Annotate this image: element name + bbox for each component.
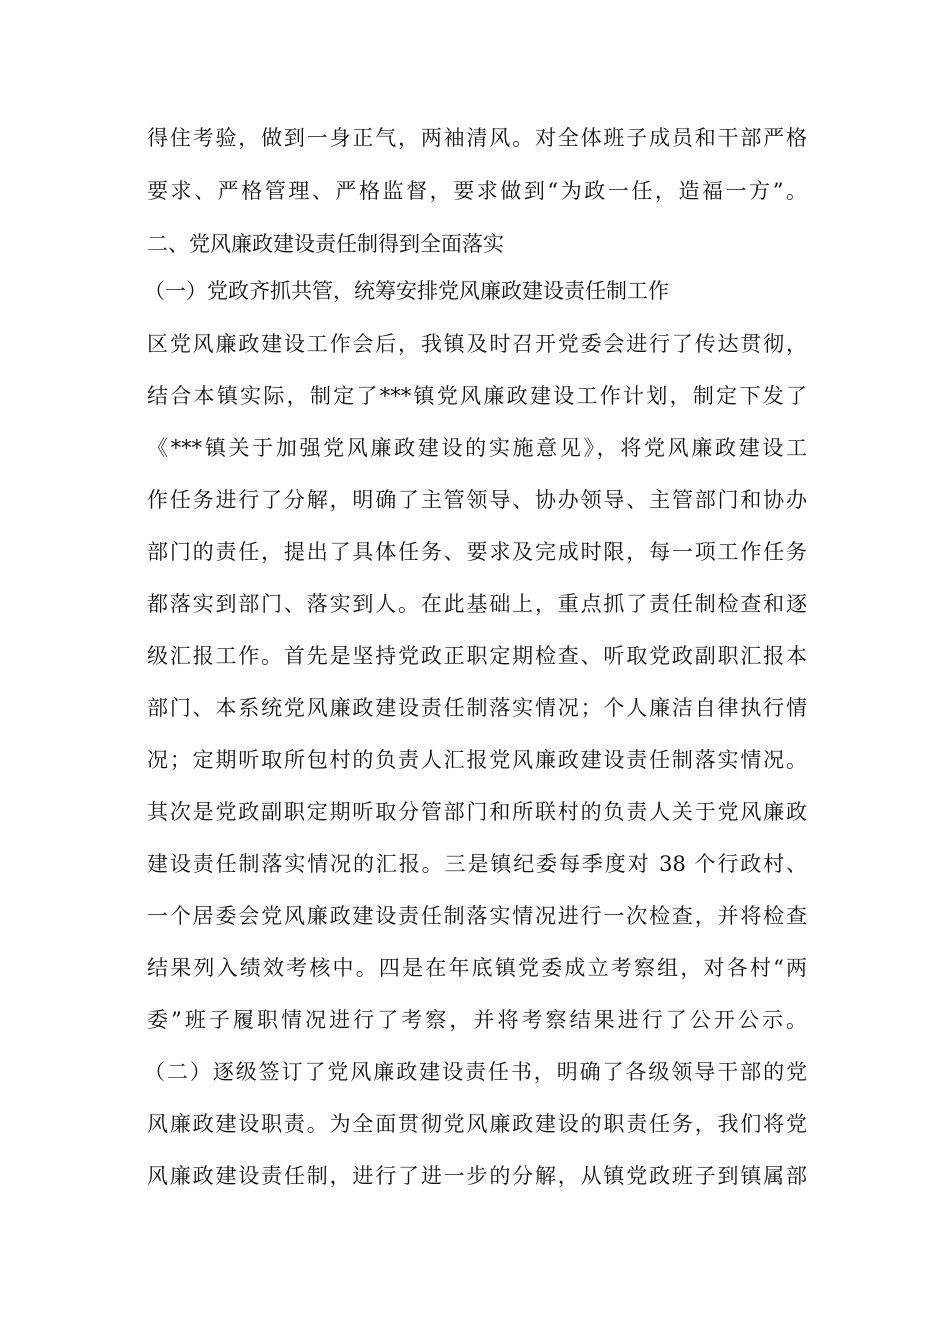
text-line-17: 结果列入绩效考核中。四是在年底镇党委成立考察组，对各村“两 <box>147 956 807 980</box>
text-line-18: 委”班子履职情况进行了考察，并将考察结果进行了公开公示。 <box>147 1008 807 1032</box>
subsection-heading-1: （一）党政齐抓共管，统筹安排党风廉政建设责任制工作 <box>144 279 669 303</box>
text-line-15: 建设责任制落实情况的汇报。三是镇纪委每季度对 38 个行政村、 <box>147 852 807 876</box>
text-line-1: 得住考验，做到一身正气，两袖清风。对全体班子成员和干部严格 <box>147 126 807 150</box>
text-line-10: 都落实到部门、落实到人。在此基础上，重点抓了责任制检查和逐 <box>147 592 807 616</box>
text-line-16: 一个居委会党风廉政建设责任制落实情况进行一次检查，并将检查 <box>147 904 807 928</box>
text-line-2: 要求、严格管理、严格监督，要求做到“为政一任，造福一方”。 <box>147 179 807 203</box>
text-line-14: 其次是党政副职定期听取分管部门和所联村的负责人关于党风廉政 <box>147 800 807 824</box>
text-line-6: 结合本镇实际，制定了***镇党风廉政建设工作计划，制定下发了 <box>147 384 807 408</box>
text-line-5: 区党风廉政建设工作会后，我镇及时召开党委会进行了传达贯彻， <box>147 332 807 356</box>
text-line-11: 级汇报工作。首先是坚持党政正职定期检查、听取党政副职汇报本 <box>147 644 807 668</box>
text-line-9: 部门的责任，提出了具体任务、要求及完成时限，每一项工作任务 <box>147 540 807 564</box>
section-heading: 二、党风廉政建设责任制得到全面落实 <box>147 232 504 256</box>
text-line-21: 风廉政建设责任制，进行了进一步的分解，从镇党政班子到镇属部 <box>147 1164 807 1188</box>
text-line-13: 况；定期听取所包村的负责人汇报党风廉政建设责任制落实情况。 <box>147 748 807 772</box>
text-line-20: 风廉政建设职责。为全面贯彻党风廉政建设的职责任务，我们将党 <box>147 1112 807 1136</box>
subsection-heading-2: （二）逐级签订了党风廉政建设责任书，明确了各级领导干部的党 <box>144 1060 807 1084</box>
text-line-7: 《***镇关于加强党风廉政建设的实施意见》，将党风廉政建设工 <box>147 436 807 460</box>
text-line-8: 作任务进行了分解，明确了主管领导、协办领导、主管部门和协办 <box>147 488 807 512</box>
text-line-12: 部门、本系统党风廉政建设责任制落实情况；个人廉洁自律执行情 <box>147 696 807 720</box>
